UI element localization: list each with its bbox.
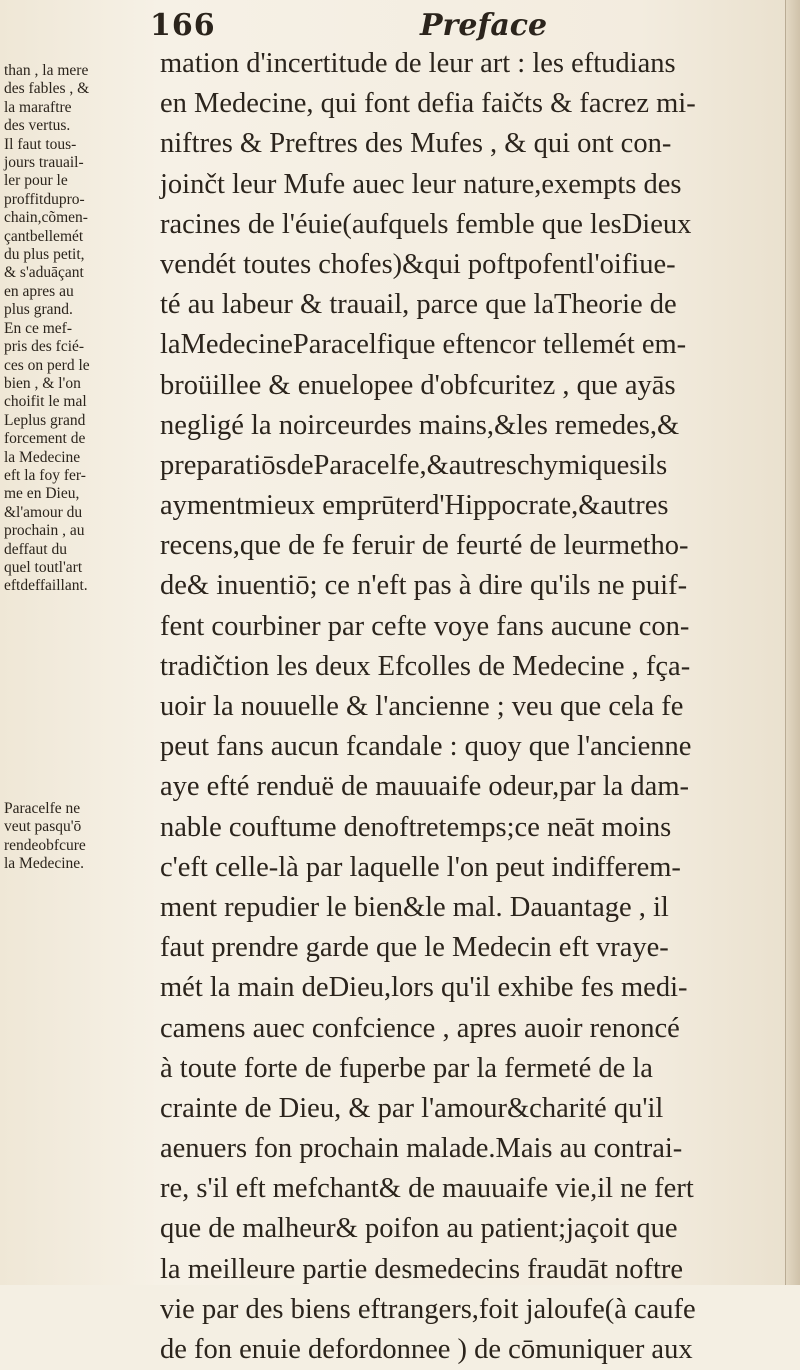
text-line: en Medecine, qui font defia faičts & facrez mi- <box>160 88 696 120</box>
text-line: la meilleure partie desmedecins fraudāt noftre <box>160 1253 684 1285</box>
margin-note-line: chain,cõmen- <box>4 209 88 227</box>
text-line: que de malheur& poifon au patient;jaçoit que <box>160 1213 678 1245</box>
text-line: recens,que de fe feruir de feurté de leurmetho- <box>160 530 689 562</box>
margin-note-line: ler pour le <box>4 172 68 190</box>
margin-note-line: plus grand. <box>4 301 73 319</box>
text-line: à toute forte de fuperbe par la fermeté de la <box>160 1052 653 1084</box>
text-line: fent courbiner par cefte voye fans aucune con- <box>160 610 690 642</box>
text-line: laMedecineParacelfique eftencor tellemét em- <box>160 329 687 361</box>
text-line: joinčt leur Mufe auec leur nature,exempts des <box>160 168 682 200</box>
margin-note-line: ces on perd le <box>4 356 90 374</box>
margin-note-line: deffaut du <box>4 540 67 558</box>
margin-note-2 <box>4 800 154 874</box>
text-line: negligé la noirceurdes mains,&les remedes,& <box>160 409 680 441</box>
margin-note-line: çantbellemét <box>4 227 84 245</box>
margin-note-1 <box>4 62 154 596</box>
text-line: faut prendre garde que le Medecin eft vraye- <box>160 932 669 964</box>
margin-note-line: des fables , & <box>4 80 90 98</box>
text-line: vie par des biens eftrangers,foit jaloufe(à caufe <box>160 1293 696 1325</box>
text-line: ment repudier le bien&le mal. Dauantage , il <box>160 891 669 923</box>
margin-note-line: jours trauail- <box>4 154 84 172</box>
page-header <box>150 8 750 48</box>
margin-note-line: bien , & l'on <box>4 374 81 392</box>
page-edge <box>785 0 800 1285</box>
body-text <box>160 44 780 1370</box>
text-line: aymentmieux emprūterd'Hippocrate,&autres <box>160 490 669 522</box>
text-line: nable couftume denoftretemps;ce neāt moins <box>160 811 672 843</box>
margin-note-line: Il faut tous- <box>4 135 77 153</box>
margin-note-line: pris des fcié- <box>4 338 85 356</box>
margin-note-line: forcement de <box>4 430 86 448</box>
margin-note-line: &l'amour du <box>4 503 83 521</box>
running-title: Preface <box>420 8 548 43</box>
text-line: vendét toutes chofes)&qui poftpofentl'oifiue- <box>160 248 676 280</box>
margin-note-line: proffitdupro- <box>4 190 85 208</box>
margin-note-line: des vertus. <box>4 117 71 135</box>
text-line: camens auec confcience , apres auoir renoncé <box>160 1012 680 1044</box>
text-line: de& inuentiō; ce n'eft pas à dire qu'ils ne puif- <box>160 570 688 602</box>
margin-note-line: & s'aduāçant <box>4 264 84 282</box>
margin-note-line: eft la foy fer- <box>4 466 86 484</box>
margin-note-line: eftdeffaillant. <box>4 577 88 595</box>
text-line: crainte de Dieu, & par l'amour&charité qu'il <box>160 1092 664 1124</box>
text-line: aenuers fon prochain malade.Mais au contrai- <box>160 1133 683 1165</box>
margin-note-line: prochain , au <box>4 522 85 540</box>
text-line: mation d'incertitude de leur art : les eftudians <box>160 48 676 79</box>
margin-note-line: en apres au <box>4 282 74 300</box>
margin-note-line: rendeobfcure <box>4 836 86 854</box>
margin-note-line: veut pasqu'ō <box>4 818 82 836</box>
text-line: de fon enuie defordonnee ) de cōmuniquer aux <box>160 1334 693 1365</box>
margin-note-line: la maraftre <box>4 98 72 116</box>
text-line: té au labeur & trauail, parce que laTheorie de <box>160 289 677 321</box>
text-line: uoir la nouuelle & l'ancienne ; veu que cela fe <box>160 691 684 722</box>
margin-note-line: choifit le mal <box>4 393 87 411</box>
margin-note-line: Paracelfe ne <box>4 800 81 817</box>
margin-note-line: than , la mere <box>4 62 89 79</box>
margin-note-line: la Medecine <box>4 448 81 466</box>
text-line: peut fans aucun fcandale : quoy que l'ancienne <box>160 731 692 763</box>
text-line: broüillee & enuelopee d'obfcuritez , que ayās <box>160 369 676 401</box>
text-line: niftres & Preftres des Mufes , & qui ont con- <box>160 128 672 160</box>
margin-note-line: Leplus grand <box>4 411 86 429</box>
margin-note-line: du plus petit, <box>4 246 85 264</box>
text-line: racines de l'éuie(aufquels femble que lesDieux <box>160 208 692 240</box>
text-line: re, s'il eft mefchant& de mauuaife vie,il ne fert <box>160 1173 694 1205</box>
page-number: 166 <box>150 8 216 43</box>
text-line: tradičtion les deux Efcolles de Medecine , fça- <box>160 650 691 682</box>
text-line: aye efté renduë de mauuaife odeur,par la dam- <box>160 771 689 803</box>
margin-note-line: la Medecine. <box>4 855 85 873</box>
margin-note-line: quel toutl'art <box>4 558 83 576</box>
text-line: mét la main deDieu,lors qu'il exhibe fes medi- <box>160 972 688 1004</box>
text-line: preparatiōsdeParacelfe,&autreschymiquesils <box>160 449 668 481</box>
margin-note-line: me en Dieu, <box>4 485 80 503</box>
margin-note-line: En ce mef- <box>4 319 72 337</box>
text-line: c'eft celle-là par laquelle l'on peut indifferem- <box>160 851 681 883</box>
